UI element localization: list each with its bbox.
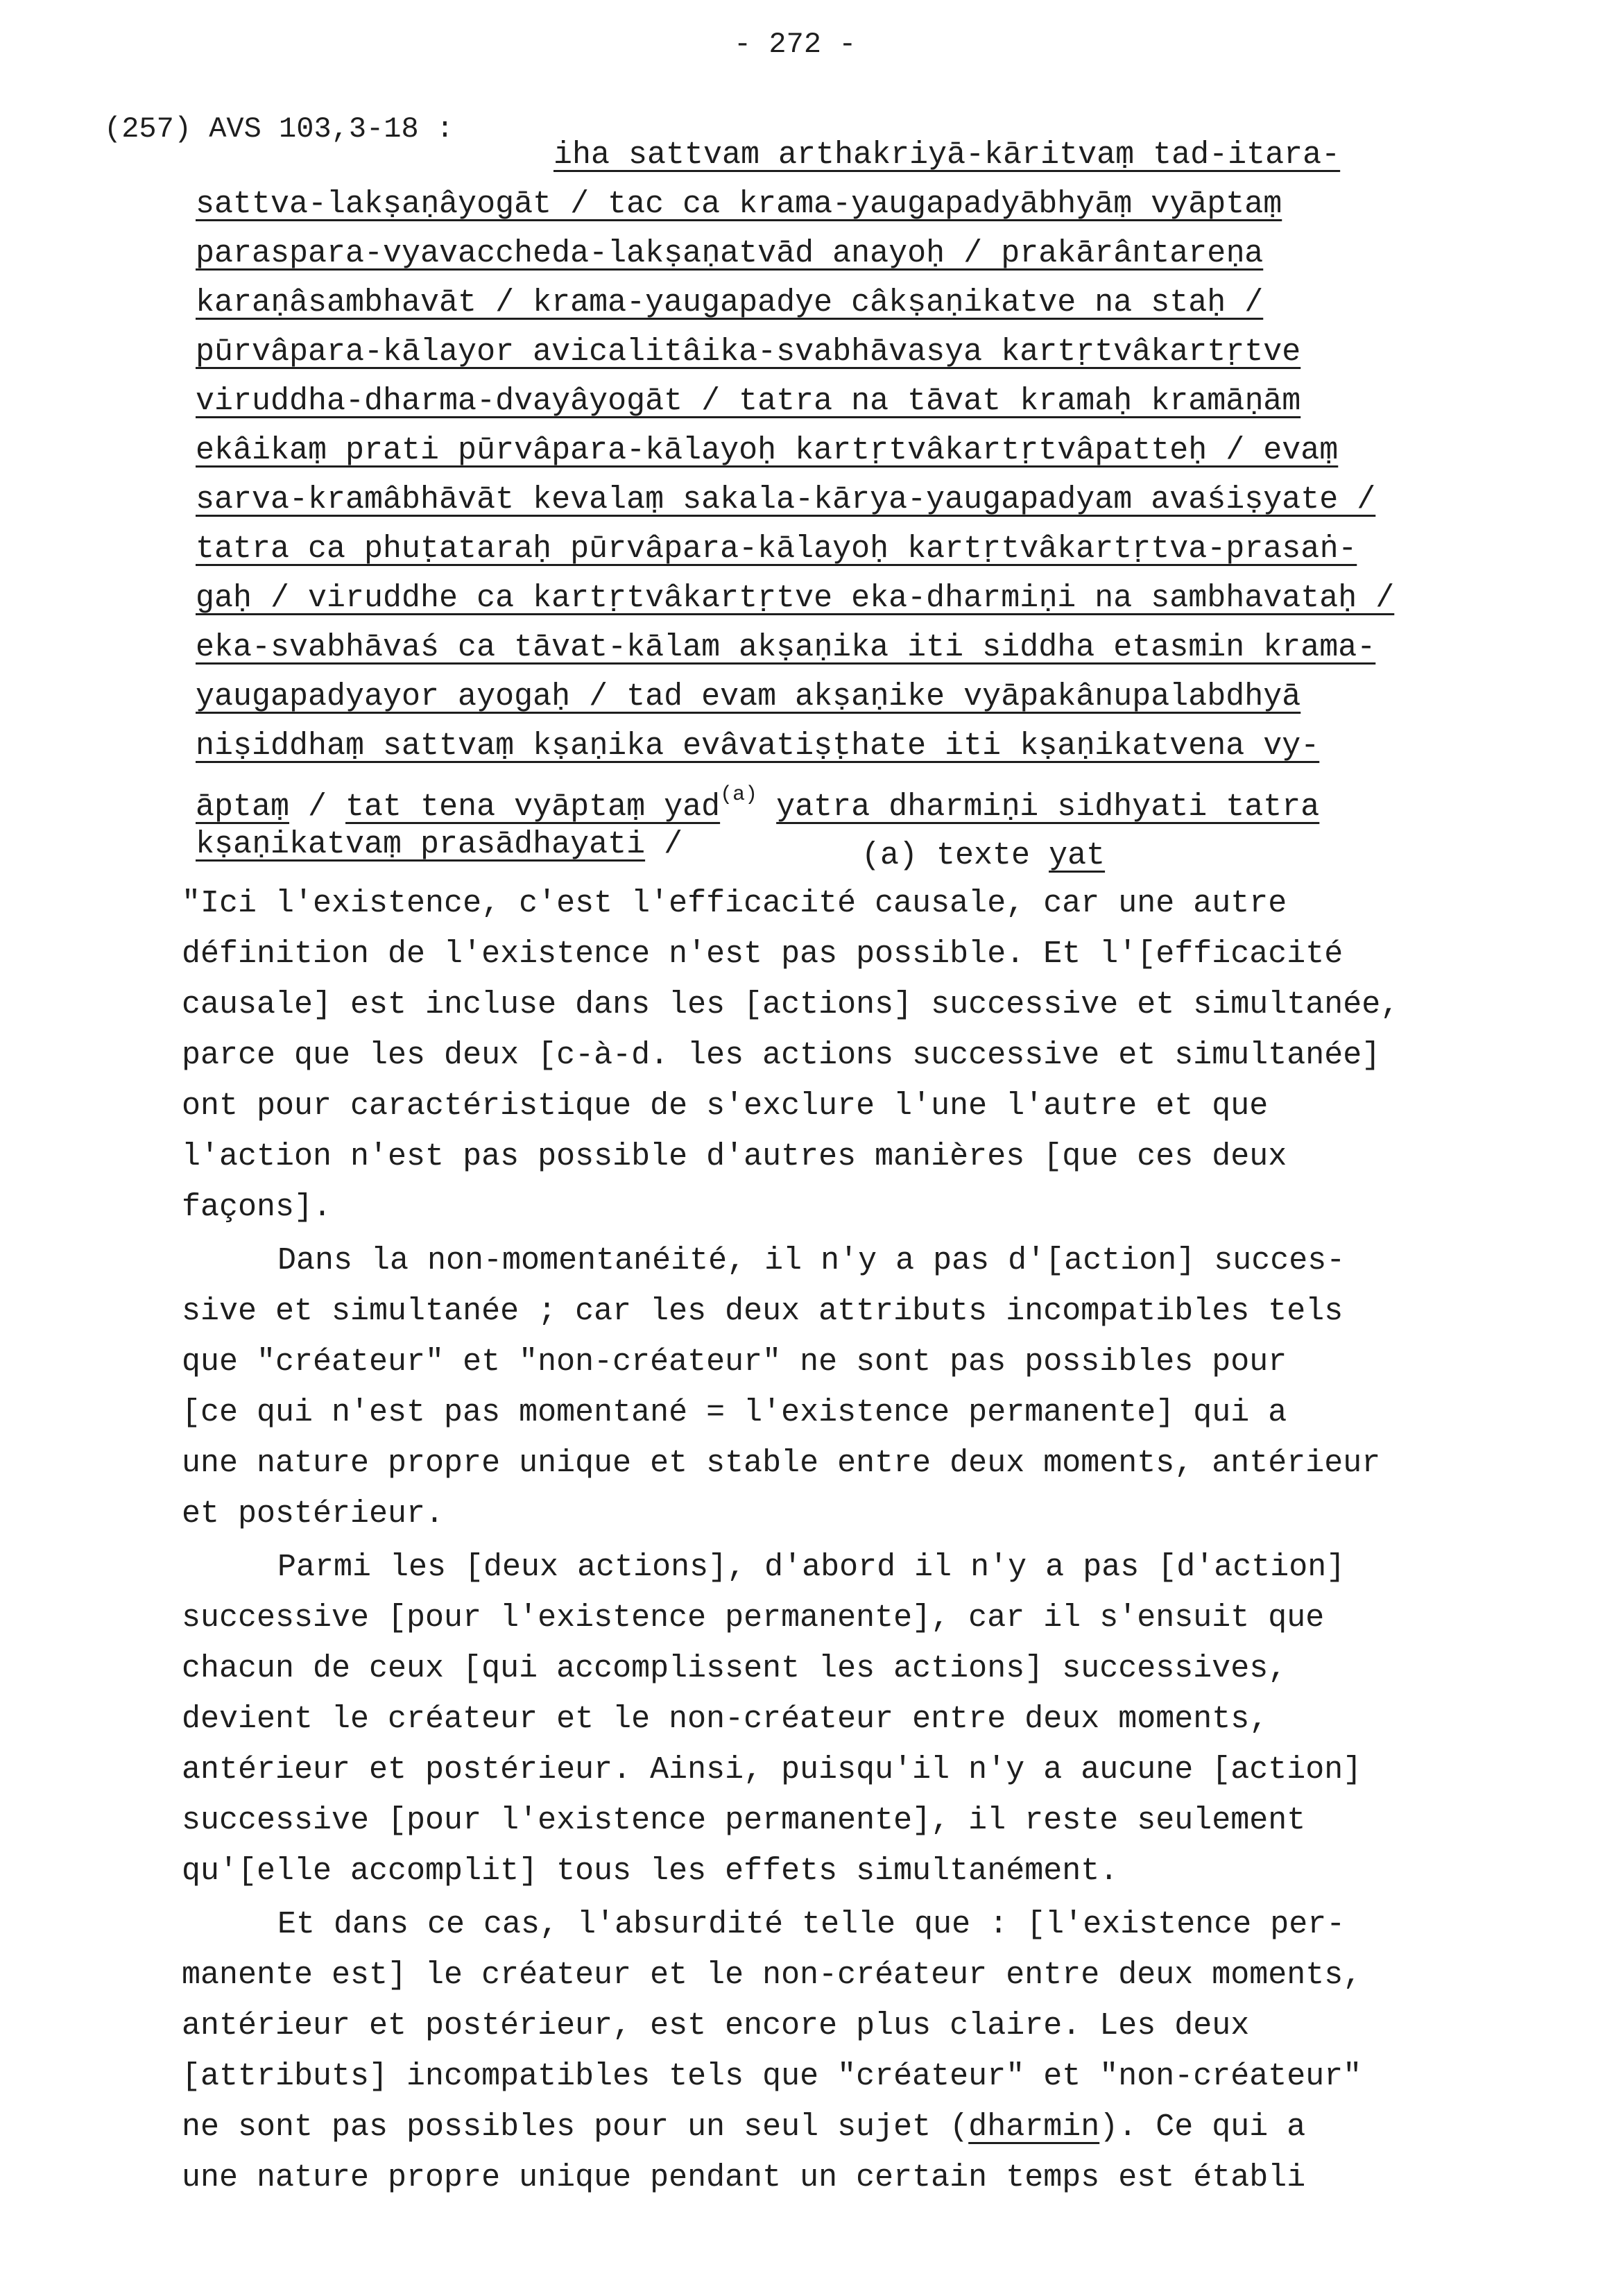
sanskrit-line: iha sattvam arthakriyā-kāritvaṃ tad-itara- bbox=[553, 137, 1341, 173]
translation-line: une nature propre unique et stable entre deux moments, antérieur bbox=[182, 1446, 1381, 1481]
translation-line: Parmi les [deux actions], d'abord il n'y a pas [d'action] bbox=[277, 1550, 1346, 1585]
translation-line: successive [pour l'existence permanente], il reste seulement bbox=[182, 1803, 1306, 1838]
note-label: (a) texte bbox=[861, 838, 1031, 873]
sanskrit-line: gaḥ / viruddhe ca kartṛtvâkartṛtve eka-dharmiṇi na sambhavataḥ / bbox=[196, 581, 1395, 616]
translation-line: chacun de ceux [qui accomplissent les actions] successives, bbox=[182, 1651, 1287, 1686]
sanskrit-quotation bbox=[196, 130, 1513, 869]
dharmin-term: dharmin bbox=[968, 2109, 1100, 2145]
sanskrit-line: ekâikaṃ prati pūrvâpara-kālayoḥ kartṛtvâkartṛtvâpatteḥ / evaṃ bbox=[196, 433, 1339, 468]
sanskrit-line: yaugapadyayor ayogaḥ / tad evam akṣaṇike vyāpakânupalabdhyā bbox=[196, 679, 1301, 714]
translation-line: causale] est incluse dans les [actions] successive et simultanée, bbox=[182, 987, 1400, 1022]
translation-line: Et dans ce cas, l'absurdité telle que : [l'existence per- bbox=[277, 1907, 1346, 1942]
sanskrit-line: kṣaṇikatvaṃ prasādhayati / bbox=[196, 827, 683, 862]
page-number: - 272 - bbox=[734, 28, 857, 61]
note-word: yat bbox=[1049, 838, 1106, 873]
translation-line: parce que les deux [c-à-d. les actions successive et simultanée] bbox=[182, 1038, 1381, 1073]
translation-line: Dans la non-momentanéité, il n'y a pas d'[action] succes- bbox=[277, 1243, 1346, 1278]
sanskrit-line: viruddha-dharma-dvayâyogāt / tatra na tāvat kramaḥ kramāṇām bbox=[196, 384, 1301, 419]
sanskrit-fragment: kṣaṇikatvaṃ prasādhayati bbox=[196, 827, 646, 862]
translation-line: manente est] le créateur et le non-créateur entre deux moments, bbox=[182, 1957, 1362, 1993]
text-note bbox=[861, 838, 1105, 873]
translation-line: [ce qui n'est pas momentané = l'existence permanente] qui a bbox=[182, 1395, 1287, 1430]
sanskrit-line: karaṇâsambhavāt / krama-yaugapadye câkṣaṇikatve na staḥ / bbox=[196, 285, 1264, 320]
sanskrit-line: sarva-kramâbhāvāt kevalaṃ sakala-kārya-yaugapadyam avaśiṣyate / bbox=[196, 482, 1376, 517]
translation-line: l'action n'est pas possible d'autres manières [que ces deux bbox=[182, 1139, 1287, 1174]
translation-line: ont pour caractéristique de s'exclure l'une l'autre et que bbox=[182, 1088, 1269, 1124]
sanskrit-fragment: āptaṃ bbox=[196, 789, 290, 825]
citation-reference: (257) AVS 103,3-18 : bbox=[104, 112, 454, 146]
translation-line: une nature propre unique pendant un certain temps est établi bbox=[182, 2160, 1306, 2195]
translation-line: définition de l'existence n'est pas possible. Et l'[efficacité bbox=[182, 936, 1343, 972]
sanskrit-fragment: yatra dharmiṇi sidhyati tatra bbox=[776, 789, 1320, 825]
translation-line: ne sont pas possibles pour un seul sujet (dharmin). Ce qui a bbox=[182, 2109, 1306, 2145]
sanskrit-line: tatra ca phuṭataraḥ pūrvâpara-kālayoḥ kartṛtvâkartṛtva-prasaṅ- bbox=[196, 531, 1357, 567]
sanskrit-line: pūrvâpara-kālayor avicalitâika-svabhāvasya kartṛtvâkartṛtve bbox=[196, 334, 1301, 370]
translation-line: sive et simultanée ; car les deux attributs incompatibles tels bbox=[182, 1294, 1343, 1329]
translation-line: devient le créateur et le non-créateur entre deux moments, bbox=[182, 1702, 1269, 1737]
translation-line: "Ici l'existence, c'est l'efficacité causale, car une autre bbox=[182, 886, 1287, 921]
sanskrit-line: paraspara-vyavaccheda-lakṣaṇatvād anayoḥ / prakārântareṇa bbox=[196, 236, 1264, 271]
sanskrit-line: niṣiddhaṃ sattvaṃ kṣaṇika evâvatiṣṭhate iti kṣaṇikatvena vy- bbox=[196, 728, 1320, 764]
translation-line: antérieur et postérieur, est encore plus claire. Les deux bbox=[182, 2008, 1250, 2044]
translation-line: façons]. bbox=[182, 1190, 332, 1225]
translation-line: successive [pour l'existence permanente], car il s'ensuit que bbox=[182, 1600, 1325, 1636]
translation-line: et postérieur. bbox=[182, 1496, 445, 1532]
sanskrit-line: sattva-lakṣaṇâyogāt / tac ca krama-yaugapadyābhyāṃ vyāptaṃ bbox=[196, 187, 1282, 222]
french-translation bbox=[182, 878, 1534, 2203]
translation-line: antérieur et postérieur. Ainsi, puisqu'il n'y a aucune [action] bbox=[182, 1752, 1362, 1788]
sanskrit-line: eka-svabhāvaś ca tāvat-kālam akṣaṇika iti siddha etasmin krama- bbox=[196, 630, 1376, 665]
translation-line: qu'[elle accomplit] tous les effets simultanément. bbox=[182, 1853, 1119, 1889]
sanskrit-fragment: tat tena vyāptaṃ yad bbox=[345, 789, 721, 825]
sanskrit-line: āptaṃ / tat tena vyāptaṃ yad$^{(a)}$ yatra dharmiṇi sidhyati tatra bbox=[196, 783, 1320, 825]
translation-line: que "créateur" et "non-créateur" ne sont pas possibles pour bbox=[182, 1344, 1287, 1380]
translation-line: [attributs] incompatibles tels que "créateur" et "non-créateur" bbox=[182, 2059, 1362, 2094]
note-marker: (a) bbox=[720, 783, 758, 807]
